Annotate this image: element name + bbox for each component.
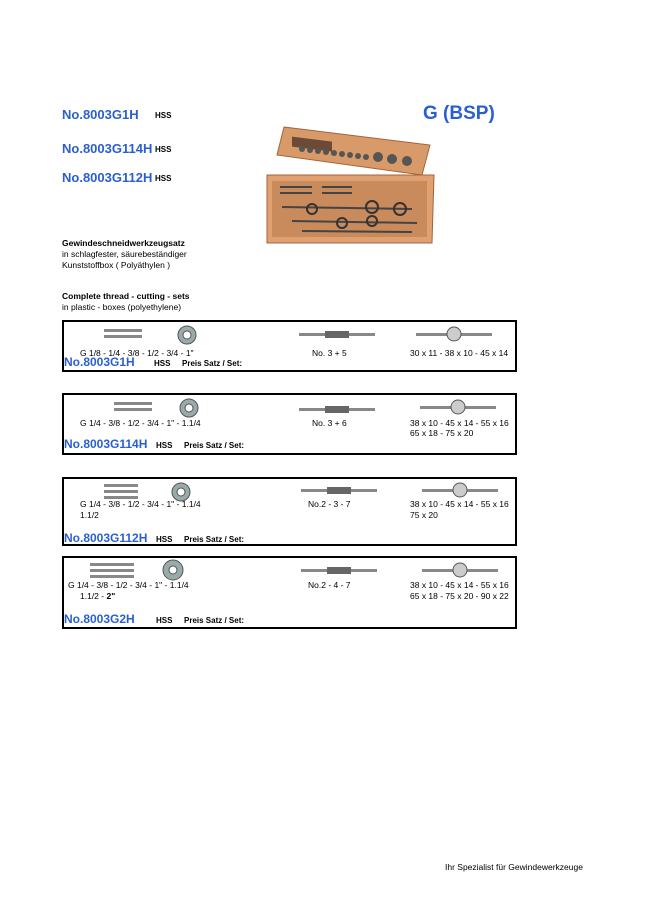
product-photo (262, 117, 437, 252)
row-material: HSS (154, 359, 171, 368)
row-material: HSS (156, 441, 173, 450)
header-material-3: HSS (155, 174, 172, 183)
row-sizes: G 1/4 - 3/8 - 1/2 - 3/4 - 1" - 1.1/4 (80, 499, 201, 509)
description-en-line1: in plastic - boxes (polyethylene) (62, 302, 182, 312)
row-dies: 38 x 10 - 45 x 14 - 55 x 16 (410, 418, 509, 428)
row-sizes-2: 1.1/2 (80, 510, 99, 520)
die-stock-icon (420, 562, 500, 580)
tap-set-icon (88, 560, 138, 580)
product-row-1 (62, 320, 517, 372)
row-wrench: No. 3 + 6 (312, 418, 347, 428)
tap-wrench-icon (297, 403, 377, 417)
row-sizes: G 1/4 - 3/8 - 1/2 - 3/4 - 1" - 1.1/4 (80, 418, 201, 428)
row-material: HSS (156, 535, 173, 544)
row-price-label: Preis Satz / Set: (184, 535, 245, 544)
row-product-code: No.8003G2H (64, 612, 135, 626)
die-icon (161, 558, 185, 582)
row-material: HSS (156, 616, 173, 625)
die-stock-icon (418, 399, 498, 417)
description-de-line1: in schlagfester, säurebeständiger (62, 249, 187, 259)
header-material-2: HSS (155, 145, 172, 154)
row-dies: 30 x 11 - 38 x 10 - 45 x 14 (410, 348, 509, 358)
header-product-code-2: No.8003G114H (62, 141, 153, 156)
row-price-label: Preis Satz / Set: (184, 616, 245, 625)
category-title: G (BSP) (423, 103, 495, 124)
die-icon (176, 324, 198, 346)
tap-set-icon (112, 399, 157, 415)
row-product-code: No.8003G112H (64, 531, 148, 545)
row-price-label: Preis Satz / Set: (182, 359, 243, 368)
row-dies-2: 75 x 20 (410, 510, 438, 520)
tap-wrench-icon (299, 484, 379, 498)
row-wrench: No.2 - 4 - 7 (308, 580, 351, 590)
product-row-2 (62, 393, 517, 455)
row-dies-2: 65 x 18 - 75 x 20 - 90 x 22 (410, 591, 509, 601)
header-product-code-3: No.8003G112H (62, 170, 153, 185)
tap-wrench-icon (297, 328, 377, 342)
footer-tagline: Ihr Spezialist für Gewindewerkzeuge (445, 862, 583, 872)
description-en-title: Complete thread - cutting - sets (62, 291, 190, 301)
row-wrench: No. 3 + 5 (312, 348, 347, 358)
product-row-3 (62, 477, 517, 546)
die-icon (178, 397, 200, 419)
row-sizes: G 1/4 - 3/8 - 1/2 - 3/4 - 1" - 1.1/4 (68, 580, 189, 590)
row-sizes: G 1/8 - 1/4 - 3/8 - 1/2 - 3/4 - 1" (80, 348, 194, 358)
tap-set-icon (102, 481, 142, 501)
header-product-code-1: No.8003G1H (62, 107, 139, 122)
die-stock-icon (420, 482, 500, 500)
row-sizes-2: 1.1/2 - 2" (80, 591, 116, 601)
row-product-code: No.8003G1H (64, 355, 135, 369)
product-row-4 (62, 556, 517, 629)
row-dies-2: 65 x 18 - 75 x 20 (410, 428, 474, 438)
tap-wrench-icon (299, 564, 379, 578)
die-stock-icon (414, 326, 494, 344)
row-product-code: No.8003G114H (64, 437, 148, 451)
row-wrench: No.2 - 3 - 7 (308, 499, 351, 509)
description-de-line2: Kunststoffbox ( Polyäthylen ) (62, 260, 171, 270)
header-material-1: HSS (155, 111, 172, 120)
row-dies: 38 x 10 - 45 x 14 - 55 x 16 (410, 499, 509, 509)
tap-set-icon (102, 326, 147, 342)
description-de-title: Gewindeschneidwerkzeugsatz (62, 238, 185, 248)
row-price-label: Preis Satz / Set: (184, 441, 245, 450)
row-dies: 38 x 10 - 45 x 14 - 55 x 16 (410, 580, 509, 590)
